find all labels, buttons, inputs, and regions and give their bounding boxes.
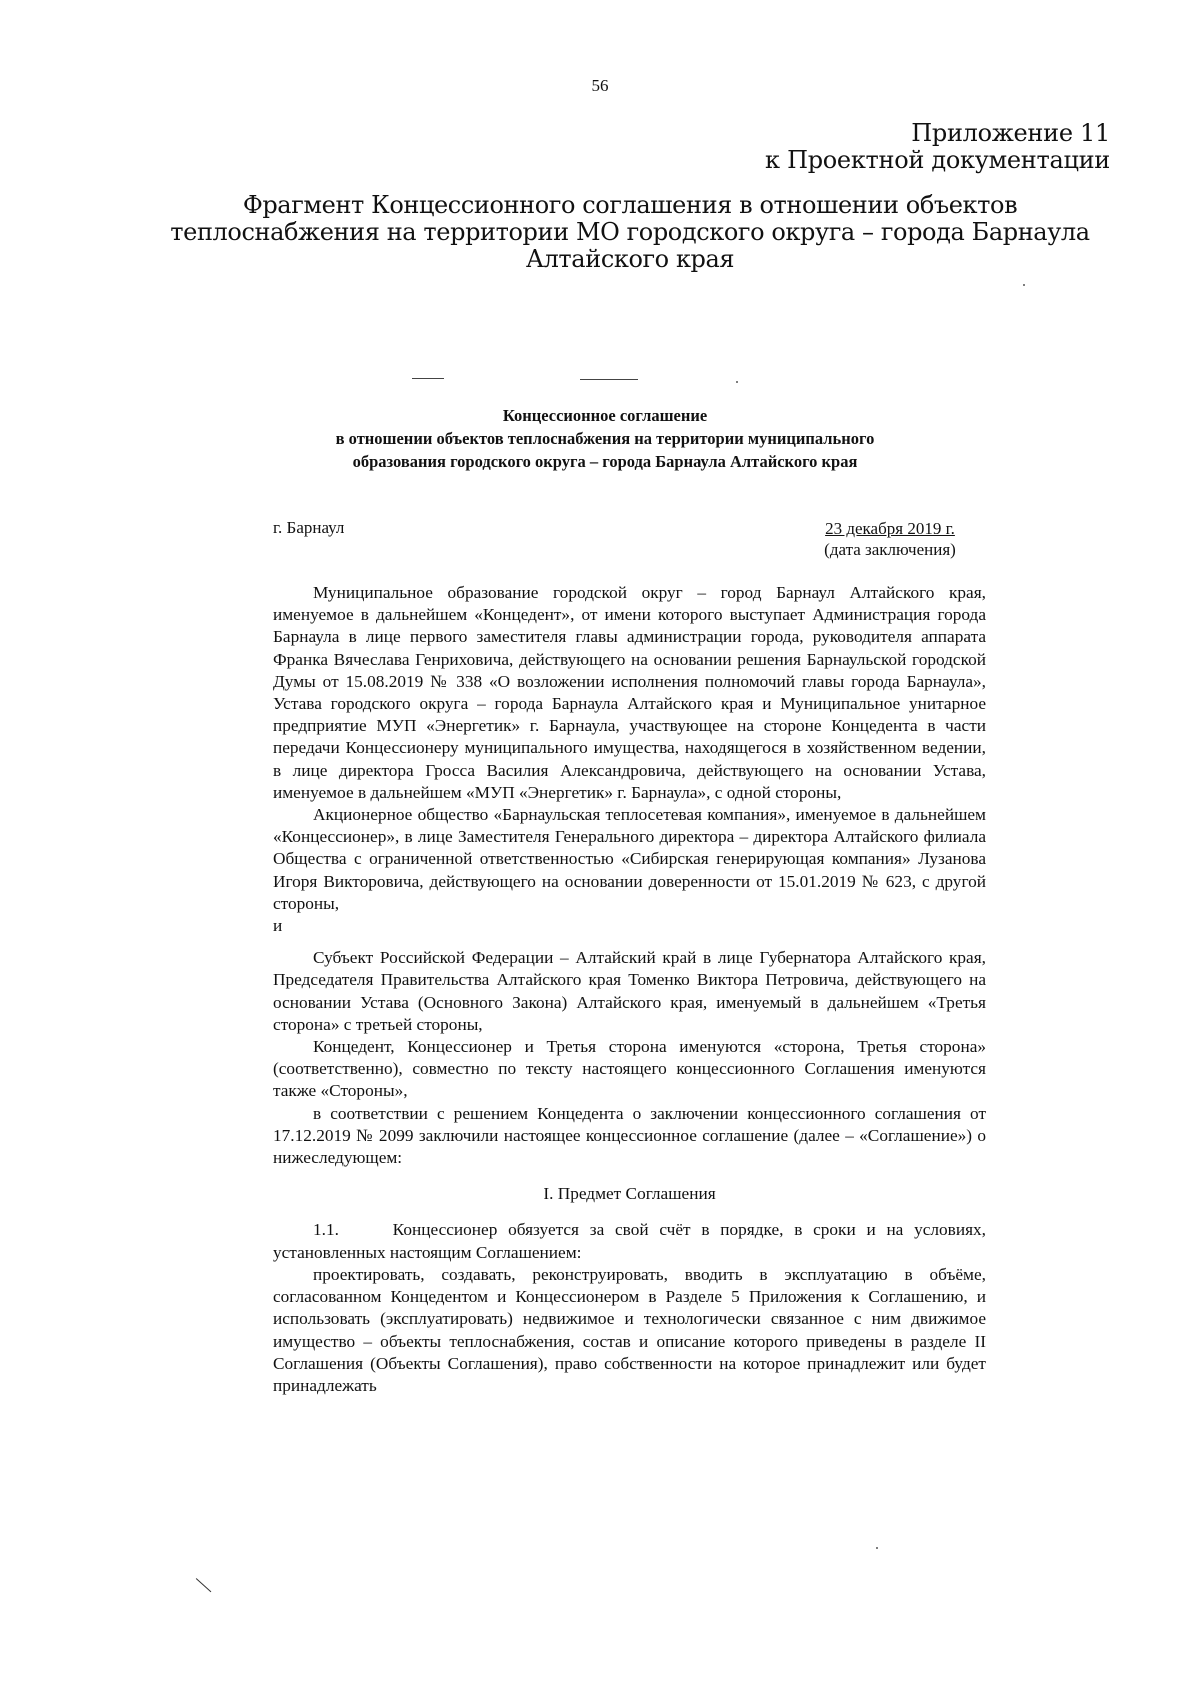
paragraph-decision: в соответствии с решением Концедента о заключении концессионного соглашения от 17.12.2019 № 2099 заключили настоящее концессионное соглашение (далее – «Соглашение») о нижеследующем:: [273, 1103, 986, 1168]
scan-dot: [1023, 284, 1025, 286]
agreement-title-line-2: в отношении объектов теплоснабжения на территории муниципального: [335, 429, 875, 448]
scan-dot: [736, 381, 738, 383]
appendix-line-1: Приложение 11: [911, 119, 1110, 147]
agreement-title-line-3: образования городского округа – города Барнаула Алтайского края: [352, 452, 858, 471]
appendix-line-2: к Проектной документации: [765, 146, 1110, 174]
clause-1-1: [273, 1219, 986, 1263]
fragment-title: Фрагмент Концессионного соглашения в отношении объектов теплоснабжения на территории МО городского округа – города Барнаула Алтайского края: [170, 191, 1090, 273]
scan-dot: [876, 1547, 878, 1549]
agreement-body: [273, 582, 986, 1397]
paragraph-parties-concessionaire: Акционерное общество «Барнаульская теплосетевая компания», именуемое в дальнейшем «Концессионер», в лице Заместителя Генерального директора – директора Алтайского филиала Общества с ограниченной ответственностью «Сибирская генерирующая компания» Лузанова Игоря Викторовича, действующего на основании доверенности от 15.01.2019 № 623, с другой стороны,: [273, 805, 986, 913]
clause-number: 1.1.: [313, 1220, 339, 1240]
agreement-date: 23 декабря 2019 г.: [825, 519, 955, 538]
section-heading-subject: I. Предмет Соглашения: [543, 1184, 716, 1204]
agreement-date-block: [790, 518, 990, 560]
appendix-header: [765, 120, 1110, 174]
paragraph-obligations: проектировать, создавать, реконструировать, вводить в эксплуатацию в объёме, согласованном Концедентом и Концессионером в Разделе 5 Приложения к Соглашению, и использовать (эксплуатировать) недвижимое и технологически связанное с ним движимое имущество – объекты теплоснабжения, состав и описание которого приведены в разделе II Соглашения (Объекты Соглашения), право собственности на которое принадлежит или будет принадлежать: [273, 1264, 986, 1395]
agreement-city: г. Барнаул: [273, 518, 345, 537]
scan-mark: [412, 378, 444, 379]
paragraph-parties-third: Субъект Российской Федерации – Алтайский край в лице Губернатора Алтайского края, Председателя Правительства Алтайского края Томенко Виктора Петровича, действующего на основании Устава (Основного Закона) Алтайского края, именуемый в дальнейшем «Третья сторона» с третьей стороны,: [273, 948, 986, 1034]
paragraph-and: и: [273, 916, 283, 936]
scan-mark: [580, 379, 638, 380]
agreement-title-line-1: Концессионное соглашение: [502, 406, 708, 425]
paragraph-parties-concedent: Муниципальное образование городской округ – город Барнаул Алтайского края, именуемое в дальнейшем «Концедент», от имени которого выступает Администрация города Барнаула в лице первого заместителя главы администрации города, руководителя аппарата Франка Вячеслава Генриховича, действующего на основании решения Барнаульской городской Думы от 15.08.2019 № 338 «О возложении исполнения полномочий главы города Барнаула», Устава городского округа – города Барнаула Алтайского края и Муниципальное унитарное предприятие МУП «Энергетик» г. Барнаула, участвующее на стороне Концедента в части передачи Концессионеру муниципального имущества, находящегося в хозяйственном ведении, в лице директора Гросса Василия Александровича, действующего на основании Устава, именуемое в дальнейшем «МУП «Энергетик» г. Барнаула», с одной стороны,: [273, 583, 986, 802]
page-number: 56: [591, 76, 609, 95]
agreement-title: [240, 404, 970, 473]
paragraph-parties-naming: Концедент, Концессионер и Третья сторона именуются «сторона, Третья сторона» (соответственно), совместно по тексту настоящего концессионного Соглашения именуются также «Стороны»,: [273, 1037, 986, 1101]
agreement-date-caption: (дата заключения): [824, 540, 956, 559]
clause-text: Концессионер обязуется за свой счёт в порядке, в сроки и на условиях, установленных настоящим Соглашением:: [273, 1220, 986, 1262]
scan-mark-slash: [196, 1578, 212, 1592]
